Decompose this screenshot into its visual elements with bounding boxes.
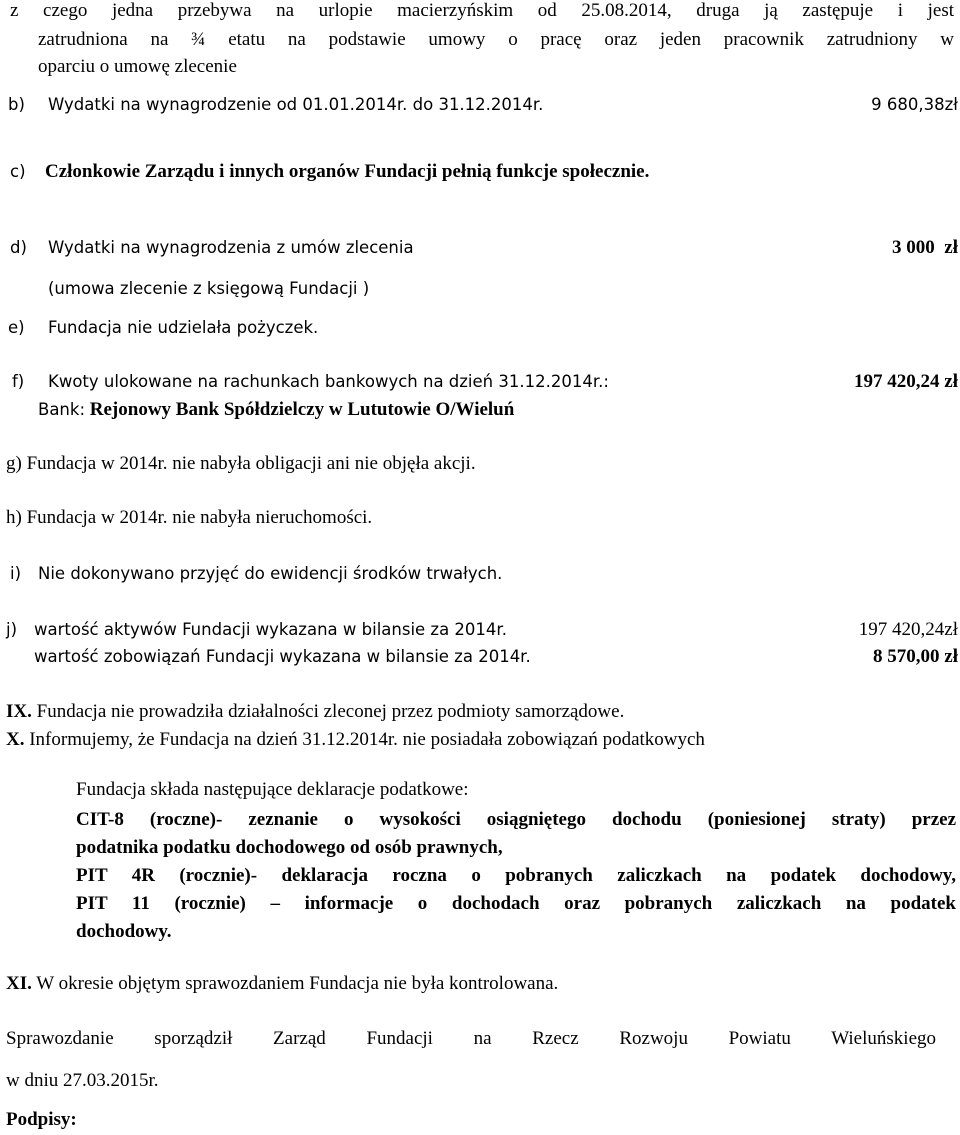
section-x (6, 728, 705, 752)
item-b-amount: 9 680,38zł (871, 95, 958, 114)
declarations-intro: Fundacja składa następujące deklaracje podatkowe: (76, 779, 469, 800)
declaration-pit11-line2: dochodowy. (76, 921, 172, 942)
item-i-text: Nie dokonywano przyjęć do ewidencji środków trwałych. (38, 564, 503, 583)
item-b-text: Wydatki na wynagrodzenie od 01.01.2014r. do 31.12.2014r. (48, 95, 544, 114)
item-c-label: c) (10, 162, 26, 181)
signatures-label: Podpisy: (6, 1109, 77, 1130)
item-j-liabilities-text: wartość zobowiązań Fundacji wykazana w bilansie za 2014r. (34, 647, 531, 666)
item-e-label: e) (8, 318, 25, 337)
intro-line-1: z czego jedna przebywa na urlopie macierzyńskim od 25.08.2014, druga ją zastępuje i jest (10, 0, 954, 21)
declaration-cit-line2: podatnika podatku dochodowego od osób prawnych, (76, 837, 503, 858)
section-x-label: X. (6, 729, 25, 750)
report-date: w dniu 27.03.2015r. (6, 1070, 159, 1091)
item-f-text: Kwoty ulokowane na rachunkach bankowych na dzień 31.12.2014r.: (48, 372, 609, 391)
item-i-label: i) (10, 564, 22, 583)
item-c-text: Członkowie Zarządu i innych organów Fundacji pełnią funkcje społecznie. (45, 161, 650, 182)
item-f-amount: 197 420,24 zł (854, 371, 958, 392)
intro-line-3: oparciu o umowę zlecenie (38, 56, 237, 77)
declaration-pit11-line1: PIT 11 (rocznie) – informacje o dochodach oraz pobranych zaliczkach na podatek (76, 893, 956, 914)
item-f-label: f) (12, 372, 25, 391)
item-j-label: j) (6, 620, 18, 639)
section-ix (6, 700, 624, 724)
declaration-cit-line1: CIT-8 (roczne)- zeznanie o wysokości osiągniętego dochodu (poniesionej straty) przez (76, 809, 956, 830)
section-xi-label: XI. (6, 973, 32, 994)
section-xi (6, 972, 558, 996)
section-ix-label: IX. (6, 701, 32, 722)
section-xi-text: W okresie objętym sprawozdaniem Fundacja nie była kontrolowana. (31, 973, 559, 994)
item-f-bank-name: Rejonowy Bank Spółdzielczy w Lututowie O/Wieluń (89, 399, 515, 420)
item-j-assets-amount: 197 420,24zł (858, 619, 958, 640)
item-f-bank-prefix: Bank: (38, 400, 86, 419)
intro-line-2: zatrudniona na ¾ etatu na podstawie umowy o pracę oraz jeden pracownik zatrudniony w (38, 29, 954, 50)
item-b-label: b) (8, 95, 25, 114)
declarations-list (76, 806, 956, 946)
item-f-bank (38, 398, 514, 422)
item-g-text: g) Fundacja w 2014r. nie nabyła obligacji ani nie objęła akcji. (6, 453, 476, 474)
item-j-assets-text: wartość aktywów Fundacji wykazana w bilansie za 2014r. (34, 620, 507, 639)
section-x-text: Informujemy, że Fundacja na dzień 31.12.2014r. nie posiadała zobowiązań podatkowych (24, 729, 705, 750)
item-h-text: h) Fundacja w 2014r. nie nabyła nieruchomości. (6, 507, 373, 528)
item-e-text: Fundacja nie udzielała pożyczek. (48, 318, 319, 337)
item-d-amount: 3 000 zł (892, 237, 958, 258)
section-ix-text: Fundacja nie prowadziła działalności zleconej przez podmioty samorządowe. (31, 701, 625, 722)
item-d-text: Wydatki na wynagrodzenia z umów zlecenia (48, 238, 414, 257)
item-d-label: d) (10, 238, 27, 257)
item-j-liabilities-amount: 8 570,00 zł (873, 646, 958, 667)
declaration-pit4r: PIT 4R (rocznie)- deklaracja roczna o pobranych zaliczkach na podatek dochodowy, (76, 865, 956, 886)
prepared-by: Sprawozdanie sporządził Zarząd Fundacji na Rzecz Rozwoju Powiatu Wieluńskiego (6, 1028, 936, 1049)
item-d-note: (umowa zlecenie z księgową Fundacji ) (48, 279, 370, 298)
